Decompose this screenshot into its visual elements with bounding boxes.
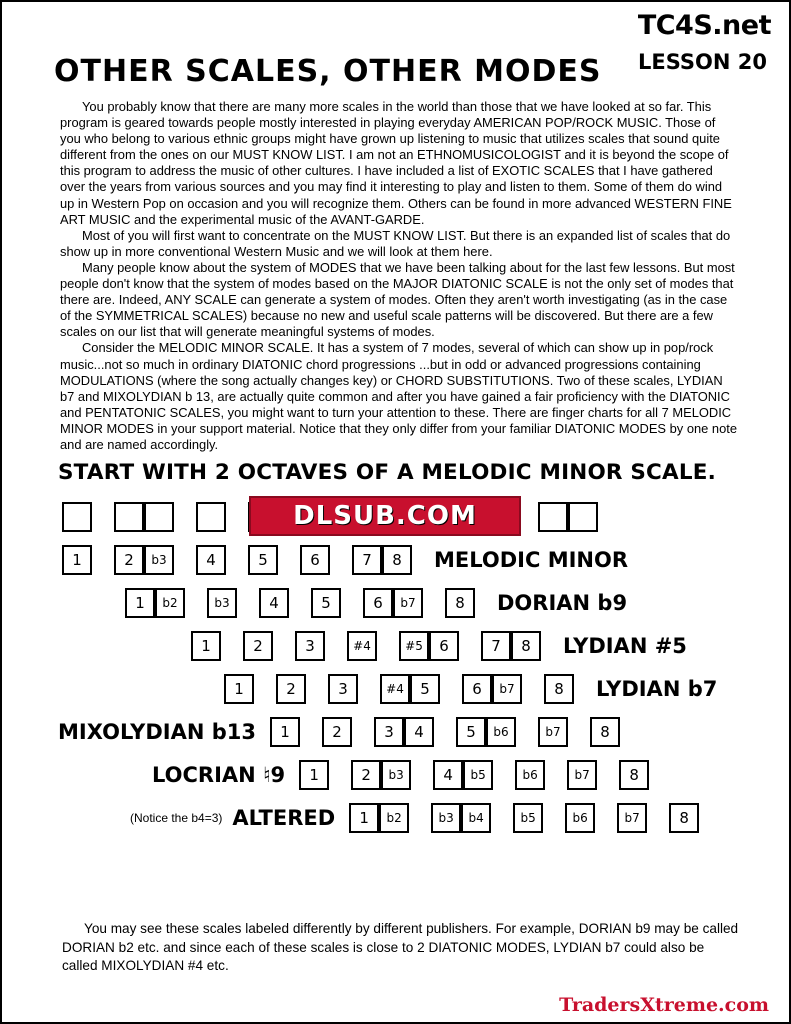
scale-row-note: (Notice the b4=3) [130,810,223,825]
scale-row-melodic-minor [2,538,791,581]
scale-degree-cell: 2 [351,760,381,790]
scale-row-lydian-sharp5 [2,624,791,667]
scale-row-dorian-b9 [2,581,791,624]
scale-degree-cell: b4 [461,803,491,833]
scale-degree-cell: b7 [492,674,522,704]
scale-degree-cell: 1 [191,631,221,661]
scale-degree-cell: b5 [463,760,493,790]
scale-degree-cell: #4 [380,674,410,704]
scale-degree-cell: 4 [433,760,463,790]
scale-degree-cell: b6 [486,717,516,747]
scale-degree-cell: b3 [144,545,174,575]
scale-row-label: MELODIC MINOR [434,547,629,572]
scale-degree-cell: 3 [295,631,325,661]
scale-degree-cell: 8 [382,545,412,575]
scale-degree-cell: 2 [322,717,352,747]
scale-degree-cell: 8 [590,717,620,747]
scale-degree-cell: 1 [62,545,92,575]
scale-row-label: LOCRIAN ♮9 [152,762,286,787]
scale-degree-cell: #4 [347,631,377,661]
lesson-number-label: LESSON 20 [638,50,767,74]
scale-degree-cell: 3 [328,674,358,704]
scale-degree-cell: b5 [513,803,543,833]
scale-row-cells [299,760,657,790]
scale-degree-cell: 5 [311,588,341,618]
scale-degree-cell: 7 [481,631,511,661]
lesson-body-text [60,99,738,453]
scale-degree-cell: 4 [196,545,226,575]
scale-degree-cell: 4 [259,588,289,618]
scale-degree-cell: 1 [224,674,254,704]
scale-row-label: DORIAN b9 [497,590,628,615]
body-paragraph: Many people know about the system of MODES that we have been talking about for the last few lessons. But most people don't know that the system of modes based on the MAJOR DIATONIC SCALE is not the only set of modes that there are. Indeed, ANY SCALE can generate a system of modes. Often they aren't worth investigating (as in the case of the SYMMETRICAL SCALES) because no new and useful scale patterns will be discovered. But there are a few scales on our list that will generate meaningful systems of modes. [60,259,735,340]
scale-degree-cell: 1 [299,760,329,790]
scale-degree-cell: b7 [393,588,423,618]
body-paragraph: You probably know that there are many more scales in the world than those that we have looked at so far. This program is geared towards people mostly interested in playing everyday AMERICAN POP/ROCK MUSIC. Those of you who belong to various ethnic groups might have grown up listening to music that utilizes scales that sound quite different from the ones on our MUST KNOW LIST. I am not an ETHNOMUSICOLOGIST and it is beyond the scope of this program to address the music of other cultures. I have included a list of EXOTIC SCALES that I have gathered over the years from various sources and you may find it interesting to play and listen to them. Some of them do wind up in Western Pop on occasion and you will recognize them. Others can be found in more advanced WESTERN FINE ART MUSIC and the experimental music of the AVANT-GARDE. [60,99,732,227]
footer-note [62,920,742,976]
scale-row-cells [224,674,582,704]
site-brand: TC4S.net [637,10,771,41]
scale-degree-cell [568,502,598,532]
scale-degree-cell [538,502,568,532]
scale-row-lydian-b7 [2,667,791,710]
scale-row-cells [270,717,628,747]
scale-degree-cell: b7 [617,803,647,833]
scale-degree-cell: 8 [619,760,649,790]
scale-degree-cell: b7 [538,717,568,747]
scale-row-label: LYDIAN b7 [596,676,718,701]
scale-row-altered [2,796,791,839]
scale-row-cells [62,545,420,575]
scale-degree-cell: 8 [445,588,475,618]
scale-degree-cell: 6 [429,631,459,661]
scale-degree-cell: 6 [300,545,330,575]
scale-degree-cell: 5 [456,717,486,747]
scale-degree-cell: b2 [155,588,185,618]
section-heading: START WITH 2 OCTAVES OF A MELODIC MINOR SCALE. [58,460,717,485]
scale-degree-cell: 2 [243,631,273,661]
body-paragraph: Consider the MELODIC MINOR SCALE. It has a system of 7 modes, several of which can show up in pop/rock music...not so much in ordinary DIATONIC chord progressions ...but in odd or advanced progressions containing MODULATIONS (where the song actually changes key) or CHORD SUBSTITUTIONS. Two of these scales, LYDIAN b7 and MIXOLYDIAN b 13, are actually quite common and after you have gained a fair proficiency with the DIATONIC and PENTATONIC SCALES, you might want to turn your attention to these. There are finger charts for all 7 MELODIC MINOR MODES in your support material. Notice that they only differ from your familiar DIATONIC MODES by one note and are named accordingly. [60,340,737,452]
scale-degree-cell [62,502,92,532]
scale-degree-cell: 1 [270,717,300,747]
scale-row-label: ALTERED [232,805,336,830]
scale-chart [2,495,791,839]
scale-row-locrian-natural9 [2,753,791,796]
scale-degree-cell: b3 [381,760,411,790]
watermark-overlay-dlsub: DLSUB.COM [249,496,521,536]
scale-degree-cell [114,502,144,532]
scale-row-label: LYDIAN #5 [563,633,687,658]
scale-degree-cell: 8 [511,631,541,661]
scale-degree-cell: b2 [379,803,409,833]
scale-degree-cell: b3 [431,803,461,833]
scale-row-cells [191,631,549,661]
scale-degree-cell: 5 [410,674,440,704]
scale-degree-cell: 3 [374,717,404,747]
scale-degree-cell: 2 [276,674,306,704]
watermark-footer-tradersxtreme: TradersXtreme.com [559,994,769,1016]
scale-degree-cell: 5 [248,545,278,575]
scale-degree-cell: 8 [669,803,699,833]
scale-degree-cell: b7 [567,760,597,790]
scale-degree-cell: 6 [363,588,393,618]
body-paragraph: Most of you will first want to concentrate on the MUST KNOW LIST. But there is an expanded list of scales that do show up in more conventional Western Music and we will look at them here. [60,227,731,259]
scale-row-mixolydian-b13 [2,710,791,753]
scale-degree-cell: b3 [207,588,237,618]
scale-degree-cell: 8 [544,674,574,704]
scale-row-cells [125,588,483,618]
scale-degree-cell [144,502,174,532]
scale-degree-cell: #5 [399,631,429,661]
scale-degree-cell: 7 [352,545,382,575]
scale-degree-cell: b6 [515,760,545,790]
scale-degree-cell: 1 [349,803,379,833]
scale-degree-cell: 1 [125,588,155,618]
scale-degree-cell: b6 [565,803,595,833]
footer-paragraph: You may see these scales labeled differently by different publishers. For example, DORIAN b9 may be called DORIAN b2 etc. and since each of these scales is close to 2 DIATONIC MODES, LYDIAN b7 could also be called MIXOLYDIAN #4 etc. [62,921,739,973]
scale-row-label: MIXOLYDIAN b13 [58,719,256,744]
scale-degree-cell: 4 [404,717,434,747]
page-title: OTHER SCALES, OTHER MODES [54,54,602,89]
scale-degree-cell: 2 [114,545,144,575]
scale-degree-cell [196,502,226,532]
scale-degree-cell: 6 [462,674,492,704]
scale-row-cells [349,803,707,833]
